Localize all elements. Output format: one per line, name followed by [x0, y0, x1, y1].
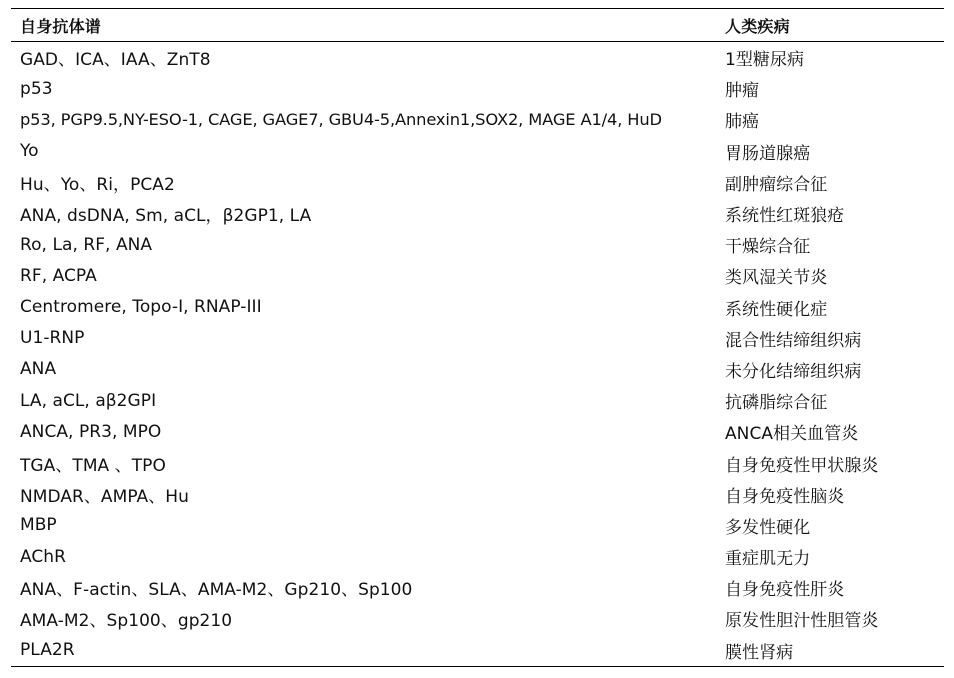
disease-cell: 自身免疫性脑炎 [725, 486, 845, 507]
table-row [11, 136, 944, 167]
table-row [11, 572, 944, 603]
antibody-cell: LA, aCL, aβ2GPI [20, 390, 157, 411]
table-row [11, 292, 944, 323]
header-antibody: 自身抗体谱 [20, 16, 102, 36]
disease-cell: 胃肠道腺癌 [725, 143, 811, 164]
antibody-cell: ANA, dsDNA, Sm, aCL，β2GP1, LA [20, 206, 312, 227]
table-row [11, 541, 944, 572]
table-row [11, 385, 944, 416]
table-row [11, 603, 944, 634]
table-row [11, 635, 944, 666]
table-header [11, 9, 944, 42]
table-row [11, 167, 944, 198]
antibody-cell: ANA、F-actin、SLA、AMA-M2、Gp210、Sp100 [20, 580, 413, 601]
disease-cell: 肺癌 [725, 112, 760, 133]
antibody-cell: Ro, La, RF, ANA [20, 234, 153, 255]
header-disease: 人类疾病 [725, 16, 790, 36]
table-row [11, 323, 944, 354]
antibody-cell: Centromere, Topo-I, RNAP-III [20, 297, 262, 318]
antibody-cell: AChR [20, 546, 66, 567]
disease-cell: 系统性硬化症 [725, 299, 828, 320]
antibody-disease-table [11, 8, 944, 667]
antibody-cell: GAD、ICA、IAA、ZnT8 [20, 50, 211, 71]
disease-cell: 未分化结缔组织病 [725, 361, 862, 382]
disease-cell: 干燥综合征 [725, 237, 811, 258]
disease-cell: 混合性结缔组织病 [725, 330, 862, 351]
disease-cell: ANCA相关血管炎 [725, 424, 859, 445]
antibody-cell: p53, PGP9.5,NY-ESO-1, CAGE, GAGE7, GBU4-5,Annexin1,SOX2, MAGE A1/4, HuD [20, 110, 662, 130]
table-row [11, 198, 944, 229]
disease-cell: 1型糖尿病 [725, 50, 805, 71]
antibody-cell: ANCA, PR3, MPO [20, 421, 162, 442]
antibody-cell: RF, ACPA [20, 265, 97, 286]
disease-cell: 原发性胆汁性胆管炎 [725, 611, 879, 632]
antibody-cell: Yo [20, 141, 39, 162]
disease-cell: 系统性红斑狼疮 [725, 206, 845, 227]
disease-cell: 膜性肾病 [725, 642, 794, 663]
antibody-cell: p53 [20, 78, 53, 99]
disease-cell: 副肿瘤综合征 [725, 174, 828, 195]
antibody-cell: ANA [20, 359, 57, 380]
table-row [11, 354, 944, 385]
disease-cell: 多发性硬化 [725, 517, 811, 538]
table-row [11, 229, 944, 260]
antibody-cell: NMDAR、AMPA、Hu [20, 486, 189, 507]
table-row [11, 260, 944, 291]
disease-cell: 肿瘤 [725, 81, 760, 102]
antibody-cell: TGA、TMA 、TPO [20, 455, 166, 476]
table-row [11, 104, 944, 135]
table-row [11, 42, 944, 73]
antibody-cell: PLA2R [20, 640, 75, 661]
disease-cell: 类风湿关节炎 [725, 268, 828, 289]
disease-cell: 自身免疫性甲状腺炎 [725, 455, 879, 476]
table-row [11, 479, 944, 510]
antibody-cell: AMA-M2、Sp100、gp210 [20, 611, 233, 632]
antibody-cell: Hu、Yo、Ri，PCA2 [20, 174, 175, 195]
disease-cell: 重症肌无力 [725, 549, 811, 570]
table-row [11, 510, 944, 541]
table-row [11, 73, 944, 104]
disease-cell: 自身免疫性肝炎 [725, 580, 845, 601]
disease-cell: 抗磷脂综合征 [725, 393, 828, 414]
antibody-cell: MBP [20, 515, 57, 536]
table-row [11, 416, 944, 447]
antibody-cell: U1-RNP [20, 328, 85, 349]
table-row [11, 447, 944, 478]
